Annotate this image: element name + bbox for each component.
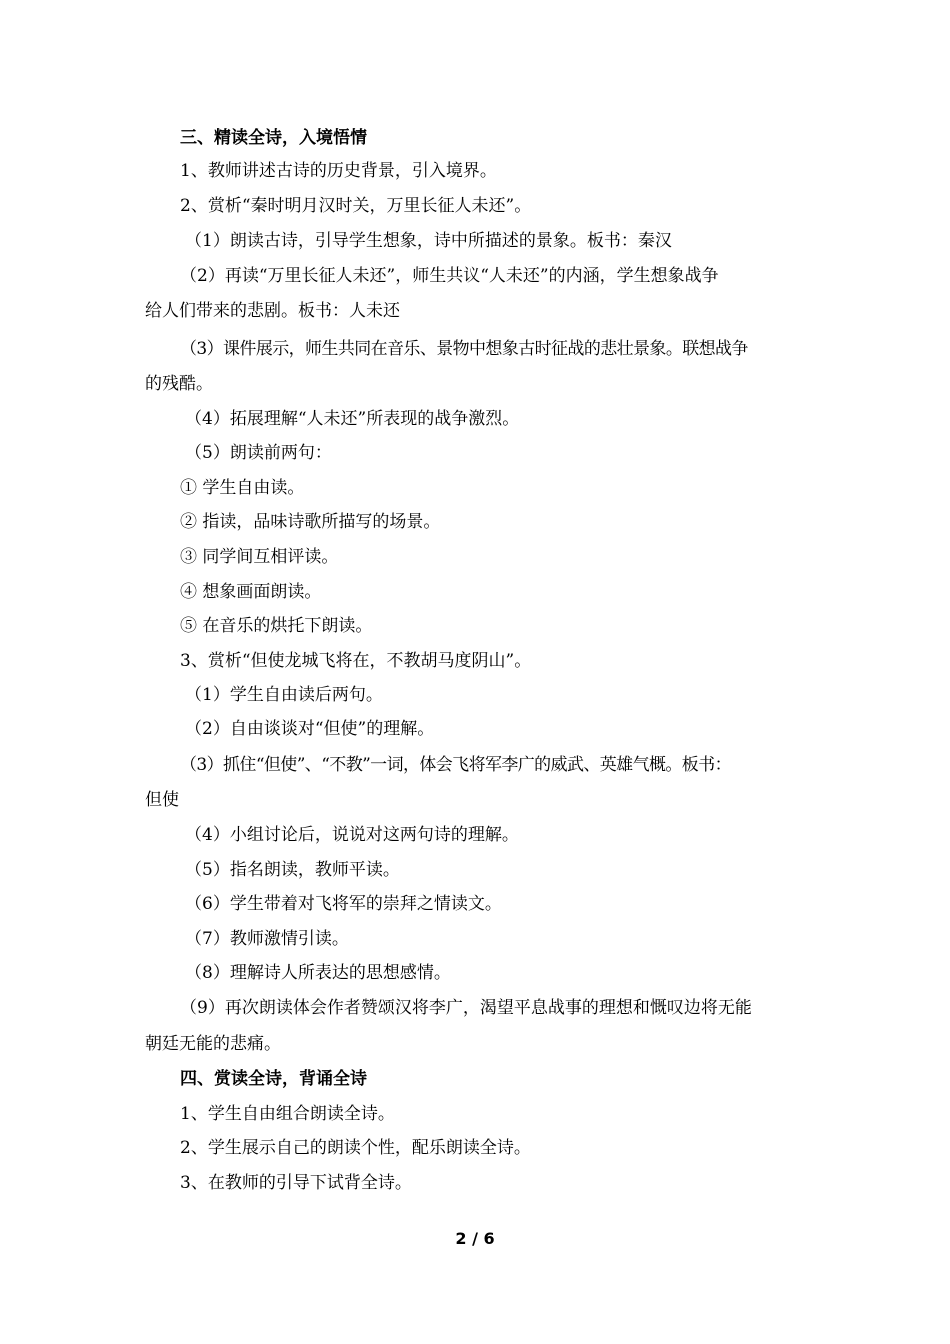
- paragraph-line: （1）学生自由读后两句。: [185, 685, 383, 705]
- paragraph-line: 给人们带来的悲剧。板书：人未还: [145, 301, 400, 321]
- section-heading: 四、赏读全诗，背诵全诗: [180, 1069, 367, 1089]
- paragraph-line: 2、赏析“秦时明月汉时关，万里长征人未还”。: [180, 196, 532, 216]
- paragraph-line: （9）再次朗读体会作者赞颂汉将李广，渴望平息战事的理想和慨叹边将无能: [180, 998, 752, 1018]
- paragraph-line: （7）教师激情引读。: [185, 929, 349, 949]
- list-item: ③ 同学间互相评读。: [180, 547, 339, 567]
- paragraph-line: （2）自由谈谈对“但使”的理解。: [185, 719, 435, 739]
- list-item: ② 指读，品味诗歌所描写的场景。: [180, 512, 441, 532]
- section-heading: 三、精读全诗，入境悟情: [180, 128, 367, 148]
- paragraph-line: （3）抓住“但使”、“不教”一词，体会飞将军李广的威武、英雄气概。板书：: [180, 755, 731, 775]
- paragraph-line: 朝廷无能的悲痛。: [145, 1034, 281, 1054]
- paragraph-line: 2、学生展示自己的朗读个性，配乐朗读全诗。: [180, 1138, 531, 1158]
- paragraph-line: （2）再读“万里长征人未还”，师生共议“人未还”的内涵，学生想象战争: [180, 266, 719, 286]
- list-item: ⑤ 在音乐的烘托下朗读。: [180, 616, 373, 636]
- paragraph-line: 但使: [145, 790, 179, 810]
- list-item: ① 学生自由读。: [180, 478, 305, 498]
- paragraph-line: 3、赏析“但使龙城飞将在，不教胡马度阴山”。: [180, 651, 532, 671]
- paragraph-line: （6）学生带着对飞将军的崇拜之情读文。: [185, 894, 502, 914]
- paragraph-line: （5）朗读前两句：: [185, 443, 332, 463]
- paragraph-line: （5）指名朗读，教师平读。: [185, 860, 400, 880]
- paragraph-line: （3）课件展示，师生共同在音乐、景物中想象古时征战的悲壮景象。联想战争: [180, 339, 748, 359]
- paragraph-line: （8）理解诗人所表达的思想感情。: [185, 963, 451, 983]
- list-item: ④ 想象画面朗读。: [180, 582, 322, 602]
- paragraph-line: （4）拓展理解“人未还”所表现的战争激烈。: [185, 409, 520, 429]
- paragraph-line: 1、学生自由组合朗读全诗。: [180, 1104, 395, 1124]
- paragraph-line: 3、在教师的引导下试背全诗。: [180, 1173, 412, 1193]
- page-number: 2 / 6: [455, 1229, 495, 1248]
- paragraph-line: 1、教师讲述古诗的历史背景，引入境界。: [180, 161, 497, 181]
- paragraph-line: （4）小组讨论后，说说对这两句诗的理解。: [185, 825, 519, 845]
- paragraph-line: （1）朗读古诗，引导学生想象，诗中所描述的景象。板书：秦汉: [185, 231, 672, 251]
- paragraph-line: 的残酷。: [145, 374, 213, 394]
